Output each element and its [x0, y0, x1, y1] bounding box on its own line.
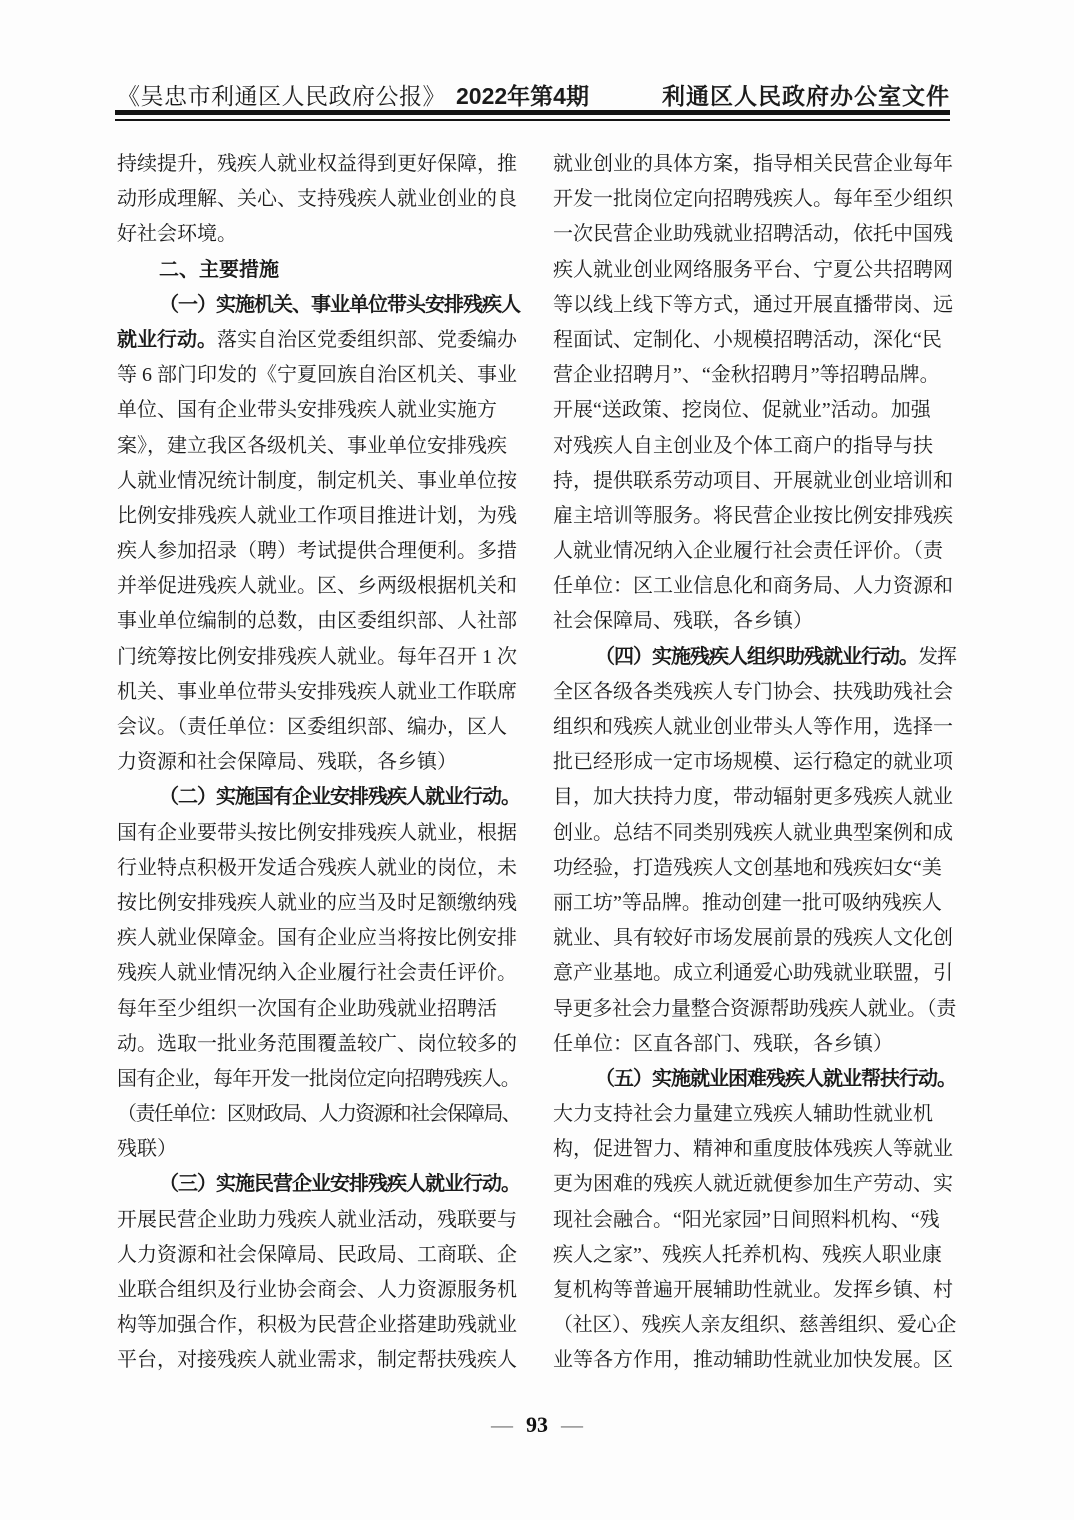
text-segment: 等以线上线下等方式，通过开展直播带岗、远: [553, 293, 953, 316]
text-line: [117, 393, 520, 428]
text-segment: 持，提供联系劳动项目、开展就业创业培训和: [553, 469, 953, 492]
text-segment: 组织和残疾人就业创业带头人等作用，选择一: [553, 716, 953, 738]
text-segment: （责任单位：区财政局、人力资源和社会保障局、: [117, 1103, 520, 1126]
text-line: [117, 886, 520, 921]
text-line: [553, 499, 956, 534]
text-line: [553, 1167, 956, 1202]
text-segment: 大力支持社会力量建立残疾人辅助性就业机: [553, 1103, 933, 1126]
text-segment: 社会保障局、残联，各乡镇）: [553, 610, 813, 633]
text-line: [117, 1062, 520, 1097]
footer-dash-right: —: [561, 1412, 583, 1437]
text-segment: 全区各级各类残疾人专门协会、扶残助残社会: [553, 680, 953, 703]
text-line: [117, 745, 520, 780]
text-segment: 开发一批岗位定向招聘残疾人。每年至少组织: [553, 188, 953, 211]
text-line: [553, 604, 956, 639]
text-line: [117, 1308, 520, 1343]
text-line: [553, 217, 956, 252]
text-line: [117, 569, 520, 604]
text-segment: 疾人之家”、残疾人托养机构、残疾人职业康: [553, 1243, 942, 1266]
text-segment: 每年至少组织一次国有企业助残就业招聘活: [117, 997, 497, 1020]
text-line: [553, 323, 956, 358]
text-segment: 任单位：区工业信息化和商务局、人力资源和: [553, 575, 953, 598]
issue-number: 2022年第4期: [456, 83, 589, 109]
text-segment: 动形成理解、关心、支持残疾人就业创业的良: [117, 188, 517, 211]
text-line: [117, 429, 520, 464]
text-line: [117, 816, 520, 851]
text-line: [117, 1343, 520, 1378]
text-segment: 案》，建立我区各级机关、事业单位安排残疾: [117, 434, 507, 457]
text-line: [117, 956, 520, 991]
text-line: [117, 253, 520, 288]
text-segment: 任单位：区直各部门、残联，各乡镇）: [553, 1032, 893, 1055]
text-segment: 业等各方作用，推动辅助性就业加快发展。区: [553, 1349, 953, 1372]
text-segment: 导更多社会力量整合资源帮助残疾人就业。（责: [553, 997, 956, 1020]
text-segment: 疾人就业保障金。国有企业应当将按比例安排: [117, 927, 517, 950]
text-segment: 按比例安排残疾人就业的应当及时足额缴纳残: [117, 891, 517, 914]
text-line: [117, 464, 520, 499]
text-segment: 目，加大扶持力度，带动辐射更多残疾人就业: [553, 786, 953, 809]
bold-text-segment: （四）实施残疾人组织助残就业行动。: [595, 645, 918, 668]
bold-text-segment: （一）实施机关、事业单位带头安排残疾人: [159, 293, 520, 316]
text-line: [117, 675, 520, 710]
text-line: [117, 1203, 520, 1238]
text-line: [117, 851, 520, 886]
text-segment: 行业特点积极开发适合残疾人就业的岗位，未: [117, 856, 517, 879]
bold-text-segment: 就业行动。: [117, 328, 217, 351]
text-segment: 比例安排残疾人就业工作项目推进计划，为残: [117, 504, 517, 527]
footer-dash-left: —: [491, 1412, 513, 1437]
page-header: [117, 78, 950, 110]
bold-text-segment: 二、主要措施: [159, 258, 279, 281]
text-segment: 平台，对接残疾人就业需求，制定帮扶残疾人: [117, 1349, 517, 1372]
text-line: [117, 1097, 520, 1132]
text-line: [117, 288, 520, 323]
text-line: [553, 1273, 956, 1308]
text-line: [117, 1238, 520, 1273]
page-footer: [0, 1412, 1074, 1438]
text-segment: 持续提升，残疾人就业权益得到更好保障，推: [117, 153, 517, 175]
text-segment: 国有企业要带头按比例安排残疾人就业，根据: [117, 821, 517, 844]
text-line: [117, 921, 520, 956]
text-line: [553, 429, 956, 464]
header-divider-rule: [115, 110, 950, 121]
right-column: [553, 147, 956, 1379]
text-line: [553, 992, 956, 1027]
text-line: [553, 288, 956, 323]
text-line: [553, 1343, 956, 1378]
text-line: [117, 640, 520, 675]
text-line: [553, 1097, 956, 1132]
text-segment: 落实自治区党委组织部、党委编办: [217, 328, 517, 351]
text-segment: 动。选取一批业务范围覆盖较广、岗位较多的: [117, 1032, 517, 1055]
text-line: [553, 147, 956, 182]
text-line: [553, 956, 956, 991]
text-line: [553, 816, 956, 851]
text-segment: 单位、国有企业带头安排残疾人就业实施方: [117, 399, 497, 422]
text-line: [553, 745, 956, 780]
text-line: [117, 1167, 520, 1202]
text-segment: 人就业情况统计制度，制定机关、事业单位按: [117, 469, 517, 492]
text-line: [117, 147, 520, 182]
text-segment: 功经验，打造残疾人文创基地和残疾妇女“美: [553, 856, 942, 879]
text-segment: 雇主培训等服务。将民营企业按比例安排残疾: [553, 504, 953, 527]
text-segment: 丽工坊”等品牌。推动创建一批可吸纳残疾人: [553, 891, 942, 914]
text-line: [553, 1132, 956, 1167]
text-line: [117, 780, 520, 815]
bold-text-segment: （三）实施民营企业安排残疾人就业行动。: [159, 1173, 520, 1196]
gazette-title: 《吴忠市利通区人民政府公报》: [117, 84, 446, 109]
text-line: [553, 358, 956, 393]
header-left: [117, 78, 589, 111]
text-segment: 营企业招聘月”、“金秋招聘月”等招聘品牌。: [553, 364, 940, 387]
text-line: [553, 640, 956, 675]
text-segment: 机关、事业单位带头安排残疾人就业工作联席: [117, 680, 517, 703]
text-segment: 好社会环境。: [117, 223, 237, 246]
text-segment: 发挥: [918, 645, 956, 668]
text-line: [553, 393, 956, 428]
text-line: [553, 464, 956, 499]
text-line: [117, 1273, 520, 1308]
body-columns: [117, 147, 957, 1379]
text-segment: 人力资源和社会保障局、民政局、工商联、企: [117, 1243, 517, 1266]
text-segment: 会议。（责任单位：区委组织部、编办，区人: [117, 716, 507, 738]
text-line: [553, 921, 956, 956]
text-segment: 意产业基地。成立利通爱心助残就业联盟，引: [553, 962, 953, 985]
text-line: [117, 604, 520, 639]
text-line: [553, 851, 956, 886]
text-segment: 现社会融合。“阳光家园”日间照料机构、“残: [553, 1208, 940, 1231]
text-line: [553, 253, 956, 288]
text-segment: 残联）: [117, 1138, 177, 1161]
text-line: [117, 1132, 520, 1167]
text-line: [553, 675, 956, 710]
text-line: [553, 710, 956, 745]
text-line: [553, 1308, 956, 1343]
text-segment: 门统筹按比例安排残疾人就业。每年召开 1 次: [117, 645, 517, 668]
text-line: [553, 569, 956, 604]
text-line: [553, 182, 956, 217]
text-segment: 对残疾人自主创业及个体工商户的指导与扶: [553, 434, 933, 457]
text-segment: 事业单位编制的总数，由区委组织部、人社部: [117, 610, 517, 633]
text-segment: 并举促进残疾人就业。区、乡两级根据机关和: [117, 575, 517, 598]
text-line: [117, 992, 520, 1027]
text-segment: 程面试、定制化、小规模招聘活动，深化“民: [553, 328, 942, 351]
office-document-label: 利通区人民政府办公室文件: [662, 83, 950, 109]
text-segment: 残疾人就业情况纳入企业履行社会责任评价。: [117, 962, 517, 985]
text-segment: 就业创业的具体方案，指导相关民营企业每年: [553, 153, 953, 175]
text-segment: 就业、具有较好市场发展前景的残疾人文化创: [553, 927, 953, 950]
left-column: [117, 147, 520, 1379]
text-segment: 开展民营企业助力残疾人就业活动，残联要与: [117, 1208, 517, 1231]
text-line: [117, 499, 520, 534]
text-segment: 一次民营企业助残就业招聘活动，依托中国残: [553, 223, 953, 246]
text-segment: 开展“送政策、挖岗位、促就业”活动。加强: [553, 399, 931, 422]
text-segment: 更为困难的残疾人就近就便参加生产劳动、实: [553, 1173, 953, 1196]
text-line: [117, 710, 520, 745]
text-line: [117, 182, 520, 217]
text-segment: （社区）、残疾人亲友组织、慈善组织、爱心企: [553, 1314, 956, 1337]
text-segment: 国有企业，每年开发一批岗位定向招聘残疾人。: [117, 1067, 520, 1090]
text-segment: 创业。总结不同类别残疾人就业典型案例和成: [553, 821, 953, 844]
text-line: [553, 1062, 956, 1097]
text-line: [117, 358, 520, 393]
text-segment: 疾人就业创业网络服务平台、宁夏公共招聘网: [553, 258, 953, 281]
text-line: [553, 1238, 956, 1273]
bold-text-segment: （五）实施就业困难残疾人就业帮扶行动。: [595, 1067, 956, 1090]
text-line: [117, 217, 520, 252]
text-line: [553, 1203, 956, 1238]
text-line: [117, 534, 520, 569]
text-segment: 疾人参加招录（聘）考试提供合理便利。多措: [117, 540, 517, 563]
text-segment: 力资源和社会保障局、残联，各乡镇）: [117, 751, 457, 774]
text-line: [553, 1027, 956, 1062]
text-segment: 等 6 部门印发的《宁夏回族自治区机关、事业: [117, 364, 517, 387]
text-segment: 构等加强合作，积极为民营企业搭建助残就业: [117, 1314, 517, 1337]
text-line: [553, 534, 956, 569]
text-segment: 复机构等普遍开展辅助性就业。发挥乡镇、村: [553, 1279, 953, 1301]
bold-text-segment: （二）实施国有企业安排残疾人就业行动。: [159, 786, 520, 809]
text-segment: 业联合组织及行业协会商会、人力资源服务机: [117, 1279, 517, 1301]
text-line: [117, 323, 520, 358]
text-line: [117, 1027, 520, 1062]
text-segment: 批已经形成一定市场规模、运行稳定的就业项: [553, 751, 953, 774]
text-line: [553, 886, 956, 921]
text-segment: 人就业情况纳入企业履行社会责任评价。（责: [553, 540, 943, 563]
page-number: 93: [526, 1412, 548, 1437]
text-segment: 构，促进智力、精神和重度肢体残疾人等就业: [553, 1138, 953, 1161]
text-line: [553, 780, 956, 815]
